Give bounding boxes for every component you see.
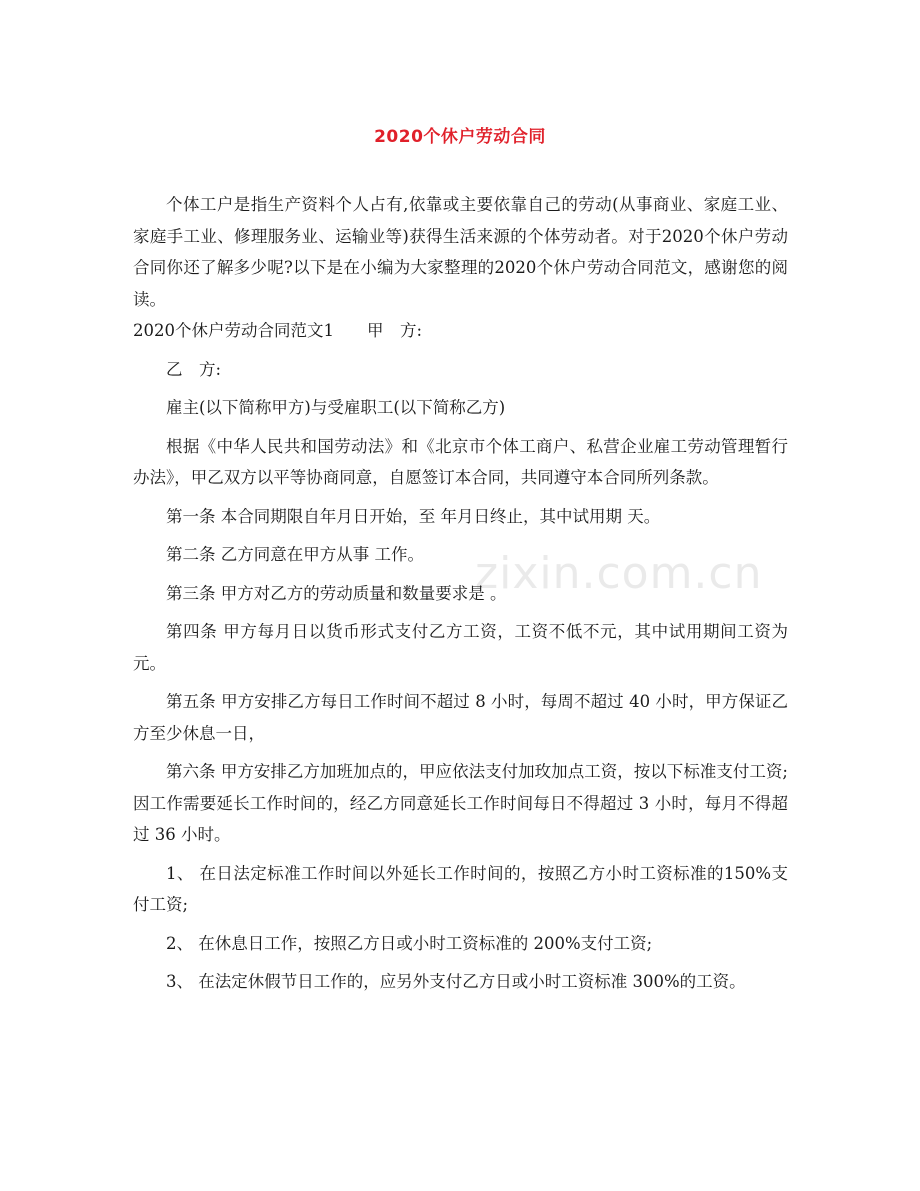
article-1: 第一条 本合同期限自年月日开始，至 年月日终止，其中试用期 天。: [166, 506, 661, 526]
article-3: 第三条 甲方对乙方的劳动质量和数量要求是 。: [166, 583, 507, 603]
watermark: zixin.com.cn: [475, 548, 763, 599]
sample-heading-party-a: 2020个休户劳动合同范文1 甲 方:: [133, 321, 423, 340]
clause-2: 2、 在休息日工作，按照乙方日或小时工资标准的 200%支付工资;: [166, 933, 653, 953]
intro-paragraph: 个体工户是指生产资料个人占有,依靠或主要依靠自己的劳动(从事商业、家庭工业、家庭手工业、修理服务业、运输业等)获得生活来源的个体劳动者。对于2020个休户劳动合同你还了解多少呢?以下是在小编为大家整理的2020个休户劳动合同范文，感谢您的阅读。: [133, 195, 788, 309]
parties-definition: 雇主(以下简称甲方)与受雇职工(以下简称乙方): [166, 398, 506, 417]
document-body: [133, 189, 788, 998]
article-2: 第二条 乙方同意在甲方从事 工作。: [166, 545, 424, 564]
article-5: 第五条 甲方安排乙方每日工作时间不超过 8 小时，每周不超过 40 小时，甲方保证乙方至少休息一日，: [133, 692, 788, 743]
clause-3: 3、 在法定休假节日工作的，应另外支付乙方日或小时工资标准 300%的工资。: [166, 972, 746, 991]
article-6: 第六条 甲方安排乙方加班加点的，甲应依法支付加玫加点工资，按以下标准支付工资; 因工作需要延长工作时间的，经乙方同意延长工作时间每日不得超过 3 小时，每月不得超过 36 小时。: [133, 762, 788, 844]
article-4: 第四条 甲方每月日以货币形式支付乙方工资，工资不低不元，其中试用期间工资为元。: [133, 622, 788, 673]
document-title: 2020个休户劳动合同: [374, 127, 546, 147]
clause-1: 1、 在日法定标准工作时间以外延长工作时间的，按照乙方小时工资标准的150%支付工资;: [133, 863, 788, 914]
party-b-line: 乙 方:: [166, 359, 222, 379]
legal-basis-paragraph: 根据《中华人民共和国劳动法》和《北京市个体工商户、私营企业雇工劳动管理暂行办法》，甲乙双方以平等协商同意，自愿签订本合同，共同遵守本合同所列条款。: [133, 436, 788, 487]
